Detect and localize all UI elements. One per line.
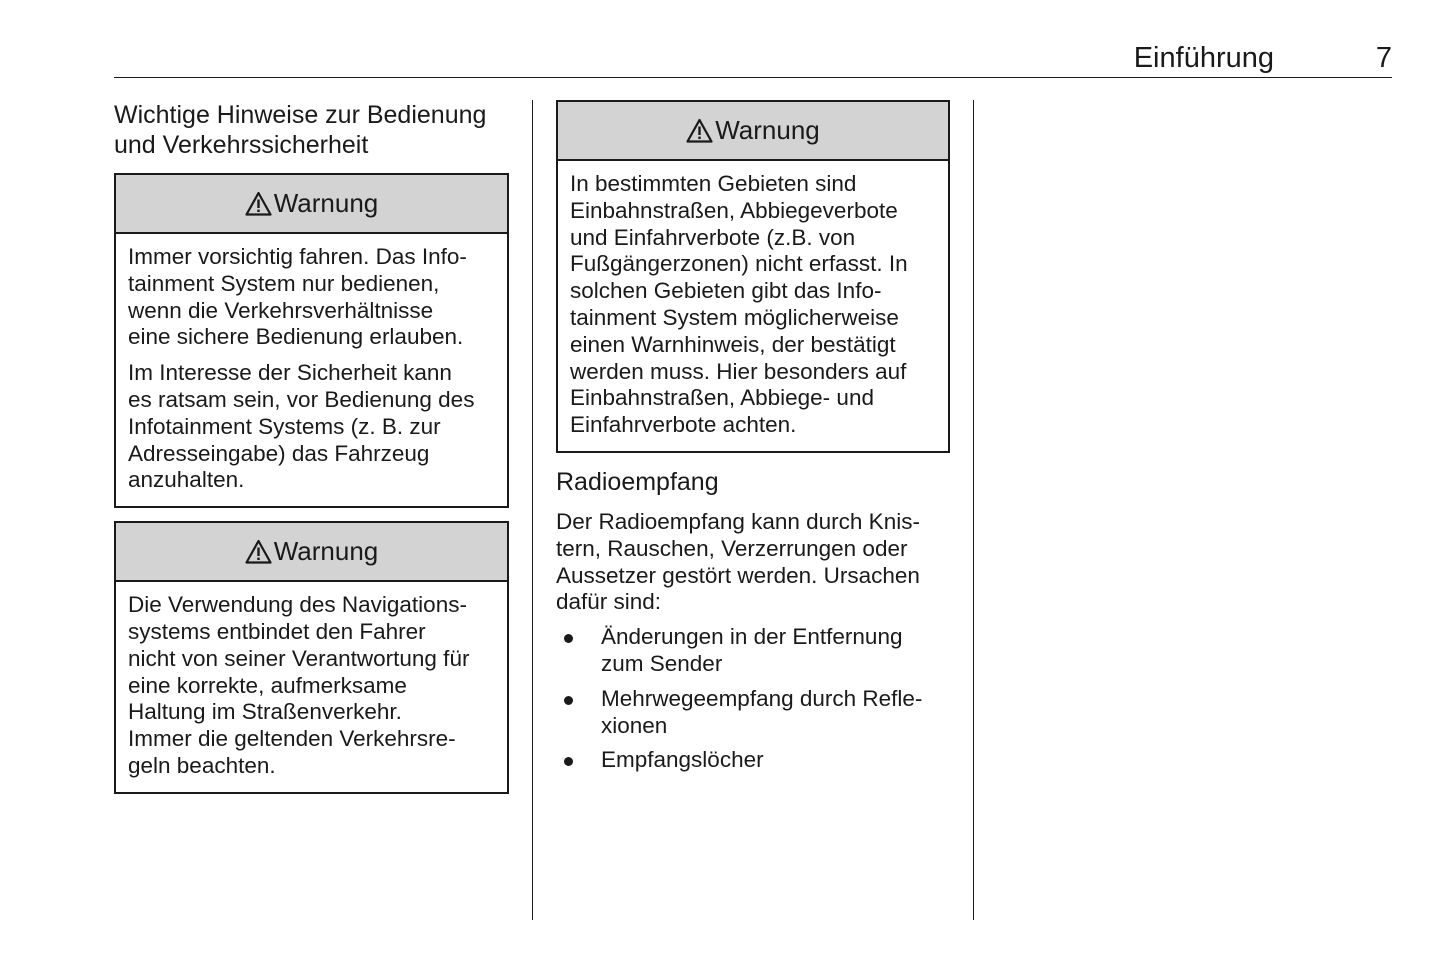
column-divider-right (973, 100, 974, 920)
warning-title: Warnung (273, 536, 379, 567)
text-line: zum Sender (601, 650, 723, 676)
text-line: es ratsam sein, vor Bedienung des (128, 386, 475, 412)
chapter-title: Einführung (1133, 42, 1274, 74)
middle-column (556, 100, 950, 774)
text-line: Die Verwendung des Navigations- (128, 592, 467, 618)
radio-description (556, 509, 950, 616)
text-line: In bestimmten Gebieten sind (570, 171, 857, 196)
warning-box-restricted-areas (556, 100, 950, 453)
text-line: Infotainment Systems (z. B. zur (128, 413, 441, 439)
text-line: Fußgängerzonen) nicht erfasst. In (570, 251, 908, 277)
text-line: Adresseingabe) das Fahrzeug (128, 440, 430, 466)
text-line: tern, Rauschen, Verzerrungen oder (556, 535, 908, 561)
page-header (114, 40, 1392, 78)
warning-body (116, 582, 507, 792)
text-line: eine sichere Bedienung erlauben. (128, 324, 464, 350)
warning-paragraph (128, 244, 495, 351)
text-line: Einfahrverbote achten. (570, 412, 797, 438)
text-line: wenn die Verkehrsverhältnisse (128, 297, 434, 323)
text-line: Haltung im Straßenverkehr. (128, 699, 402, 725)
text-line: Einbahnstraßen, Abbiegeverbote (570, 197, 898, 223)
text-line: und Einfahrverbote (z.B. von (570, 224, 856, 250)
list-item (556, 624, 950, 678)
text-line: nicht von seiner Verantwortung für (128, 645, 470, 671)
warning-triangle-icon (686, 118, 713, 143)
text-line: Immer vorsichtig fahren. Das Info- (128, 244, 467, 269)
warning-paragraph (128, 360, 495, 494)
warning-title: Warnung (715, 115, 820, 145)
text-line: dafür sind: (556, 589, 662, 615)
text-line: Änderungen in der Entfernung (601, 624, 903, 650)
bullet-icon (564, 696, 573, 705)
text-line: xionen (601, 712, 668, 738)
warning-triangle-icon (245, 191, 272, 216)
text-line: systems entbindet den Fahrer (128, 618, 426, 644)
text-line: tainment System möglicherweise (570, 304, 899, 330)
text-line: einen Warnhinweis, der bestätigt (570, 331, 896, 357)
text-line: Der Radioempfang kann durch Knis- (556, 508, 920, 534)
list-item (556, 686, 950, 740)
text-line: Einbahnstraßen, Abbiege- und (570, 385, 874, 411)
column-divider-left (532, 100, 533, 920)
text-line: werden muss. Hier besonders auf (570, 358, 907, 384)
warning-box-safe-driving (114, 173, 509, 508)
page-number: 7 (1375, 42, 1392, 74)
warning-header (558, 102, 948, 161)
warning-title: Warnung (273, 188, 379, 218)
bullet-icon (564, 634, 573, 643)
warning-triangle-icon (245, 539, 272, 564)
causes-list (556, 624, 950, 774)
text-line: Immer die geltenden Verkehrsre- (128, 726, 456, 752)
text-line: tainment System nur bedienen, (128, 270, 440, 296)
list-item (556, 747, 950, 774)
text-line: Im Interesse der Sicherheit kann (128, 360, 452, 386)
warning-paragraph (570, 171, 936, 439)
heading-line-2: und Verkehrssicherheit (114, 131, 369, 159)
warning-header (116, 175, 507, 234)
heading-line-1: Wichtige Hinweise zur Bedienung (114, 101, 487, 129)
section-heading-radio: Radioempfang (556, 467, 719, 496)
warning-box-navigation (114, 521, 509, 794)
text-line: solchen Gebieten gibt das Info- (570, 278, 882, 304)
warning-body (558, 161, 948, 451)
text-line: eine korrekte, aufmerksame (128, 672, 407, 698)
bullet-icon (564, 757, 573, 766)
warning-body (116, 234, 507, 506)
text-line: Empfangslöcher (601, 747, 764, 773)
left-column (114, 100, 509, 794)
text-line: Aussetzer gestört werden. Ursachen (556, 562, 920, 588)
text-line: geln beachten. (128, 752, 276, 778)
warning-header (116, 523, 507, 582)
text-line: Mehrwegeempfang durch Refle- (601, 685, 923, 711)
section-heading-safety (114, 100, 509, 160)
warning-paragraph (128, 592, 495, 780)
text-line: anzuhalten. (128, 467, 245, 493)
